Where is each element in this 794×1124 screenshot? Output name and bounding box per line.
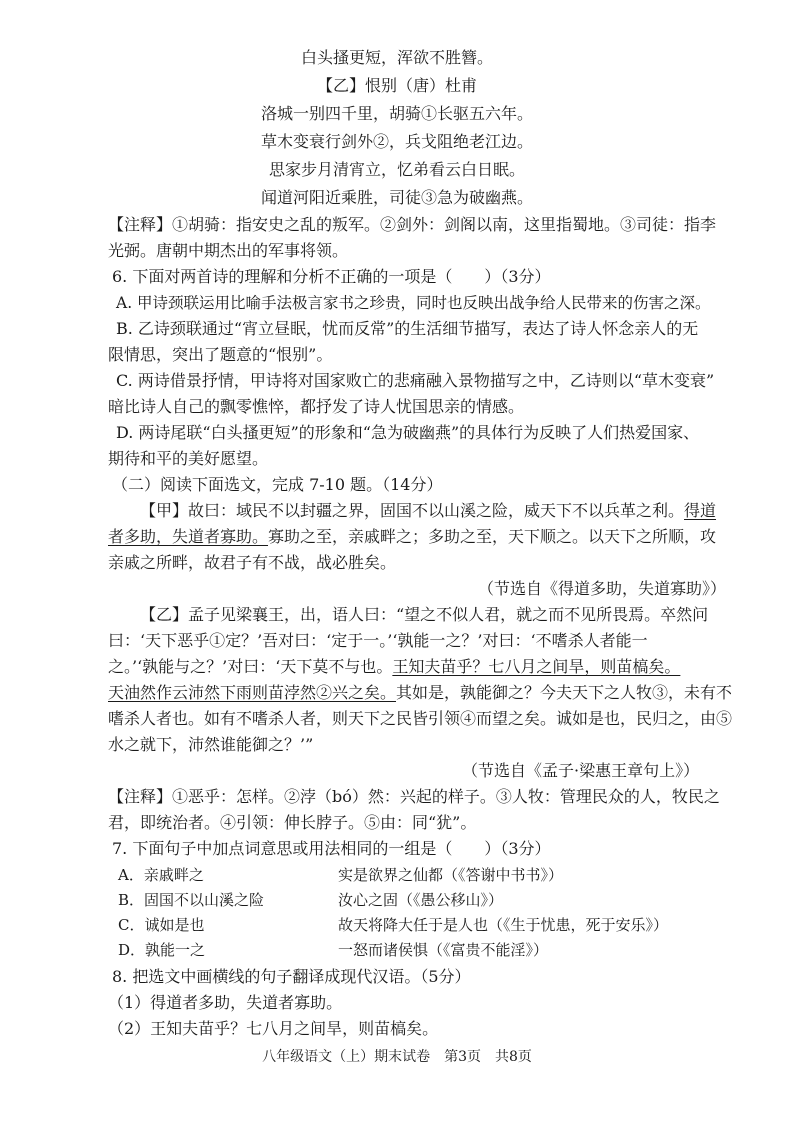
passage-yi-text: 之。’‘孰能与之？’对曰：‘天下莫不与也。 xyxy=(108,657,393,676)
q6-option-d: D. 两诗尾联“白头搔更短”的形象和“急为破幽燕”的具体行为反映了人们热爱国家、 xyxy=(116,423,700,442)
section-2-heading: （二）阅读下面选文，完成 7-10 题。（14分） xyxy=(112,475,443,494)
q6-option-c: C. 两诗借景抒情，甲诗将对国家败亡的悲痛融入景物描写之中，乙诗则以“草木变衰” xyxy=(116,371,715,390)
passage-yi-line: 水之就下，沛然谁能御之？’” xyxy=(108,735,314,754)
q7-stem: 7. 下面句子中加点词意思或用法相同的一组是（ ）（3分） xyxy=(112,839,551,858)
q7-option-d-left: D．孰能一之 xyxy=(118,941,206,959)
poem-a-last-line: 白头搔更短，浑欲不胜簪。 xyxy=(300,48,493,67)
q7-option-a-right: 实是欲界之仙都（《答谢中书书》） xyxy=(338,866,564,884)
underlined-sentence: 天油然作云沛然下雨则苗浡然②兴之矣。 xyxy=(108,683,397,702)
q8-stem: 8. 把选文中画横线的句子翻译成现代汉语。（5分） xyxy=(112,967,471,986)
notes-passage: 君，即统治者。④引领：伸长脖子。⑤由：同“犹”。 xyxy=(108,813,477,832)
poem-b-title: 【乙】恨别（唐）杜甫 xyxy=(316,76,477,95)
q8-sentence-1: （1）得道者多助，失道者寡助。 xyxy=(108,993,343,1012)
poem-b-line: 思家步月清宵立，忆弟看云白日眠。 xyxy=(268,160,525,179)
underlined-sentence: 王知夫苗乎？七八月之间旱，则苗槁矣。 xyxy=(392,657,681,676)
passage-yi-line xyxy=(108,656,680,678)
q6-option-b-cont: 限情思，突出了题意的“恨别”。 xyxy=(108,345,333,364)
underlined-sentence: 者多助，失道者寡助。 xyxy=(108,527,269,546)
passage-jia-text: 寡助之至，亲戚畔之；多助之至，天下顺之。以天下之所顺，攻 xyxy=(268,527,717,546)
passage-jia-line xyxy=(140,500,716,522)
passage-jia-line: 亲戚之所畔，故君子有不战，战必胜矣。 xyxy=(108,553,397,572)
passage-yi-text: 其如是，孰能御之？今夫天下之人牧③，未有不 xyxy=(396,683,733,702)
passage-jia-source: （节选自《得道多助，失道寡助》） xyxy=(478,579,727,598)
q6-option-b: B. 乙诗颈联通过“宵立昼眠，忧而反常”的生活细节描写，表达了诗人怀念亲人的无 xyxy=(116,319,699,338)
page-footer: 八年级语文（上）期末试卷 第3页 共8页 xyxy=(262,1049,532,1065)
passage-yi-source: （节选自《孟子·梁惠王章句上》） xyxy=(462,761,700,780)
q6-option-d-cont: 期待和平的美好愿望。 xyxy=(108,449,269,468)
notes-poem: 光弼。唐朝中期杰出的军事将领。 xyxy=(108,241,349,260)
notes-passage: 【注释】①恶乎：怎样。②浡（bó）然：兴起的样子。③人牧：管理民众的人，牧民之 xyxy=(108,787,720,806)
q7-option-d-right: 一怒而诸侯惧（《富贵不能淫》） xyxy=(338,941,549,959)
q7-option-a-left: A．亲戚畔之 xyxy=(118,866,204,884)
q6-stem: 6. 下面对两首诗的理解和分析不正确的一项是（ ）（3分） xyxy=(112,267,551,286)
q7-option-b-left: B．固国不以山溪之险 xyxy=(118,891,265,909)
q7-option-b-right: 汝心之固（《愚公移山》） xyxy=(338,891,504,909)
underlined-sentence: 得道 xyxy=(684,501,717,520)
passage-yi-line xyxy=(108,682,732,704)
q6-option-a: A. 甲诗颈联运用比喻手法极言家书之珍贵，同时也反映出战争给人民带来的伤害之深。 xyxy=(116,294,711,312)
passage-jia-line xyxy=(108,526,716,548)
passage-yi-line: 【乙】孟子见梁襄王，出，语人曰：“望之不似人君，就之而不见所畏焉。卒然问 xyxy=(140,605,709,624)
notes-poem: 【注释】①胡骑：指安史之乱的叛军。②剑外：剑阁以南，这里指蜀地。③司徒：指李 xyxy=(108,215,717,234)
q6-option-c-cont: 暗比诗人自己的飘零憔悴，都抒发了诗人忧国思亲的情感。 xyxy=(108,397,525,416)
passage-yi-line: 嗜杀人者也。如有不嗜杀人者，则天下之民皆引领④而望之矣。诚如是也，民归之，由⑤ xyxy=(108,709,733,728)
poem-b-line: 洛城一别四千里，胡骑①长驱五六年。 xyxy=(260,104,533,123)
poem-b-line: 草木变衰行剑外②，兵戈阻绝老江边。 xyxy=(260,132,533,151)
q7-option-c-left: C．诚如是也 xyxy=(118,916,205,934)
q8-sentence-2: （2）王知夫苗乎？七八月之间旱，则苗槁矣。 xyxy=(108,1019,439,1038)
passage-yi-line: 曰：‘天下恶乎①定？’吾对曰：‘定于一。’‘孰能一之？’对曰：‘不嗜杀人者能一 xyxy=(108,631,648,650)
poem-b-line: 闻道河阳近乘胜，司徒③急为破幽燕。 xyxy=(260,188,533,207)
q7-option-c-right: 故天将降大任于是人也（《生于忧患，死于安乐》） xyxy=(338,916,669,934)
passage-jia-text: 【甲】故曰：域民不以封疆之界，固国不以山溪之险，威天下不以兵革之利。 xyxy=(140,501,685,520)
